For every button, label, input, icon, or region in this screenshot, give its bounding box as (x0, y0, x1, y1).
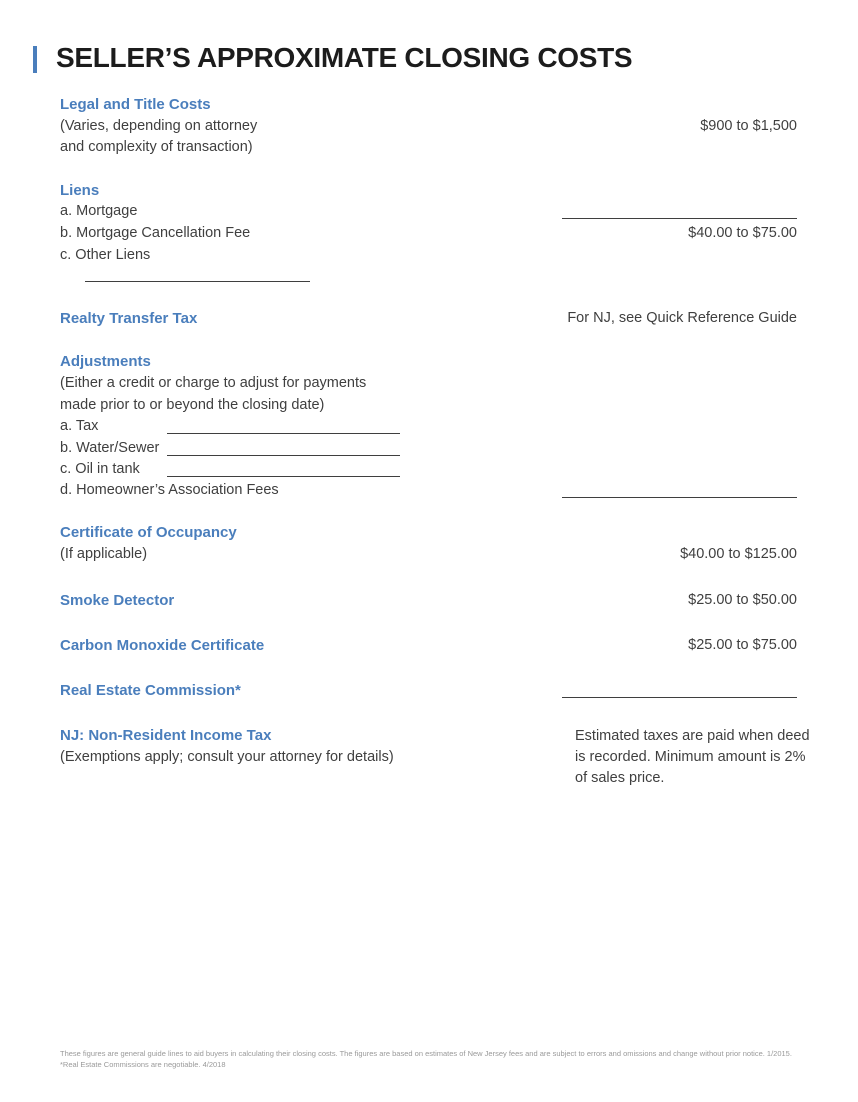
page-title: SELLER’S APPROXIMATE CLOSING COSTS (56, 42, 633, 73)
heading-liens: Liens (60, 182, 100, 199)
certificate-note: (If applicable) (60, 546, 148, 562)
heading-nj-non-resident-income-tax: NJ: Non-Resident Income Tax (60, 727, 272, 744)
fill-line-other-liens (85, 281, 310, 282)
legal-amount: $900 to $1,500 (700, 118, 797, 134)
heading-certificate-of-occupancy: Certificate of Occupancy (60, 524, 237, 541)
fill-line-oil-in-tank (167, 476, 400, 477)
nj-tax-info-line2: is recorded. Minimum amount is 2% (575, 749, 806, 765)
fill-line-tax (167, 433, 400, 434)
heading-smoke-detector: Smoke Detector (60, 592, 175, 609)
heading-legal-and-title-costs: Legal and Title Costs (60, 96, 211, 113)
legal-note-line1: (Varies, depending on attorney (60, 118, 258, 134)
adjustments-note-line1: (Either a credit or charge to adjust for payments (60, 375, 367, 391)
footer-disclaimer: These figures are general guide lines to aid buyers in calculating their closing costs. The figures are based on estimates of New Jersey fees and are subject to errors and omissions and change without prior notice. 1/2015. *Real Estate Commissions are negotiable. 4/2018 (60, 1049, 792, 1069)
fill-line-mortgage (562, 218, 797, 219)
adjustments-item-hoa-fees: d. Homeowner’s Association Fees (60, 482, 279, 498)
carbon-monoxide-amount: $25.00 to $75.00 (688, 637, 797, 653)
liens-item-mortgage: a. Mortgage (60, 203, 138, 219)
fill-line-commission (562, 697, 797, 698)
adjustments-note-line2: made prior to or beyond the closing date) (60, 397, 325, 413)
nj-tax-note: (Exemptions apply; consult your attorney for details) (60, 749, 394, 765)
adjustments-item-water-sewer: b. Water/Sewer (60, 440, 160, 456)
heading-real-estate-commission: Real Estate Commission* (60, 682, 241, 699)
heading-realty-transfer-tax: Realty Transfer Tax (60, 310, 198, 327)
fill-line-water-sewer (167, 455, 400, 456)
liens-cancellation-fee-amount: $40.00 to $75.00 (688, 225, 797, 241)
title-accent-bar (33, 46, 37, 73)
realty-transfer-tax-note: For NJ, see Quick Reference Guide (567, 310, 797, 326)
certificate-amount: $40.00 to $125.00 (680, 546, 797, 562)
smoke-detector-amount: $25.00 to $50.00 (688, 592, 797, 608)
nj-tax-info-line3: of sales price. (575, 770, 665, 786)
liens-item-cancellation-fee: b. Mortgage Cancellation Fee (60, 225, 251, 241)
legal-note-line2: and complexity of transaction) (60, 139, 253, 155)
adjustments-item-oil-in-tank: c. Oil in tank (60, 461, 140, 477)
nj-tax-info-line1: Estimated taxes are paid when deed (575, 728, 810, 744)
heading-carbon-monoxide-certificate: Carbon Monoxide Certificate (60, 637, 265, 654)
heading-adjustments: Adjustments (60, 353, 151, 370)
fill-line-hoa-fees (562, 497, 797, 498)
adjustments-item-tax: a. Tax (60, 418, 99, 434)
liens-item-other-liens: c. Other Liens (60, 247, 151, 263)
